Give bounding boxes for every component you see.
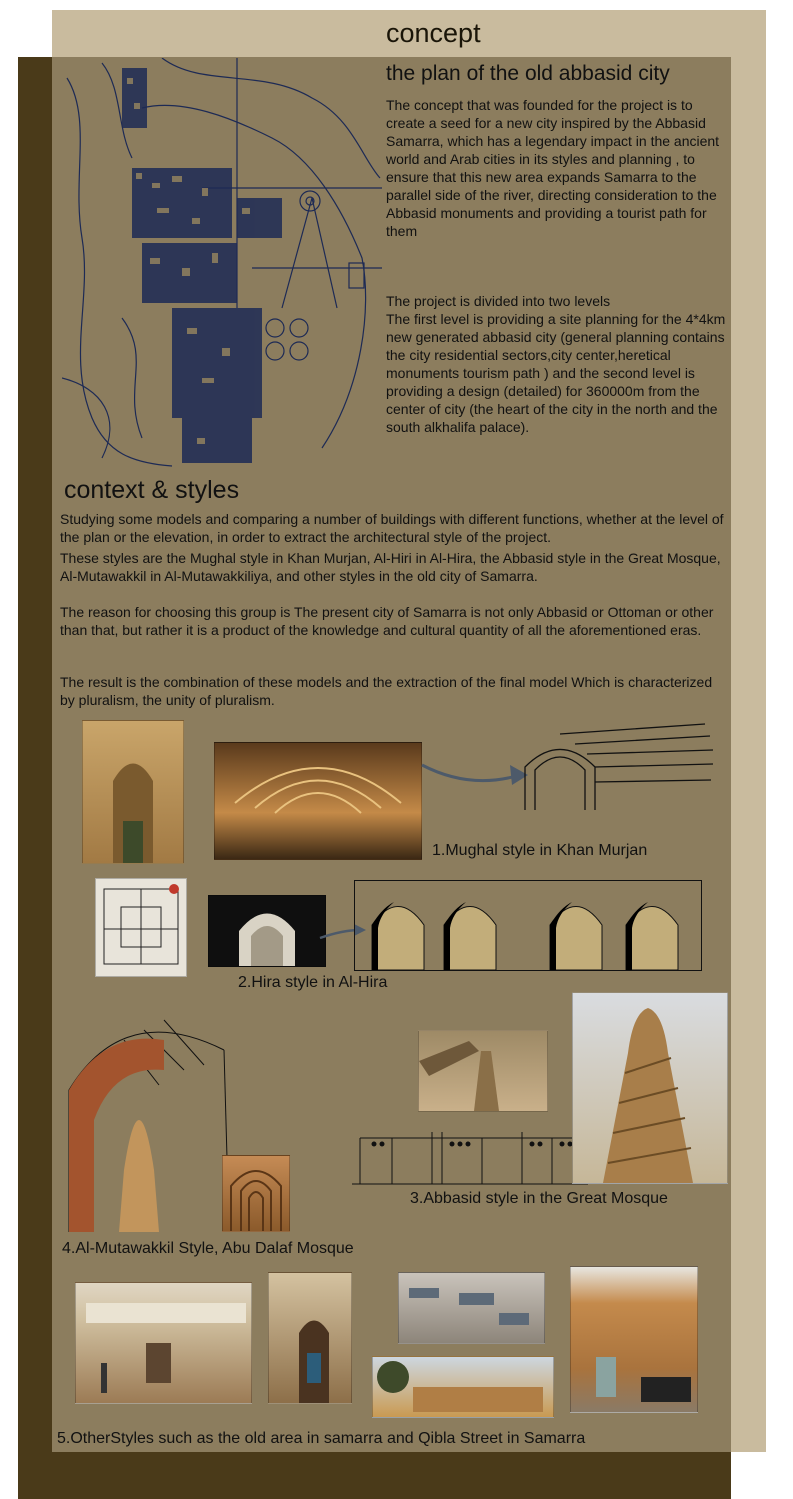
page-title: concept: [386, 18, 481, 48]
abu-dalaf-corridor-photo: [222, 1155, 290, 1232]
khan-murjan-interior-photo: [214, 742, 422, 860]
qibla-street-wall-photo: [570, 1266, 698, 1413]
hira-plan-drawing: [95, 878, 187, 977]
old-alley-doorway-photo: [268, 1272, 352, 1404]
arrow-icon: [420, 755, 530, 795]
hira-arch-elevation: [354, 880, 702, 972]
style-1-caption: 1.Mughal style in Khan Murjan: [432, 842, 648, 859]
hira-arch-photo: [208, 895, 326, 967]
style-3-caption: 3.Abbasid style in the Great Mosque: [410, 1190, 668, 1207]
context-paragraph-2: The reason for choosing this group is The present city of Samarra is not only Abbasid or Ottoman or other than that, but rather it is a product of the knowledge and cultural quantity of all the aforementioned eras.: [60, 604, 714, 638]
great-mosque-elevation: [352, 1130, 588, 1185]
style-2-caption: 2.Hira style in Al-Hira: [238, 974, 388, 991]
abbasid-city-map: [62, 58, 382, 468]
style-5-caption: 5.OtherStyles such as the old area in samarra and Qibla Street in Samarra: [57, 1430, 586, 1447]
plan-paragraph-1: The concept that was founded for the project is to create a seed for a new city inspired by the Abbasid Samarra, which has a legendary impact in the ancient world and Arab cities in its styles and planning , to ensure that this new area expands Samarra to the parallel side of the river, directing consideration to the Abbasid monuments and providing a tourist path for them: [386, 97, 720, 239]
qibla-street-row-photo: [372, 1356, 554, 1418]
mughal-arch-drawing: [515, 722, 715, 812]
context-paragraph-3: The result is the combination of these models and the extraction of the final model Which is characterized by pluralism, the unity of pluralism.: [60, 674, 713, 708]
context-paragraph-1: Studying some models and comparing a number of buildings with different functions, whether at the level of the plan or the elevation, in order to extract the architectural style of the project.: [60, 511, 724, 545]
plan-heading: the plan of the old abbasid city: [386, 62, 670, 85]
malwiya-minaret-photo: [572, 992, 728, 1184]
context-paragraph-1b: These styles are the Mughal style in Khan Murjan, Al-Hiri in Al-Hira, the Abbasid style in the Great Mosque, Al-Mutawakkil in Al-Mutawakkiliya, and other styles in the old city of Samarra.: [60, 550, 721, 584]
khan-murjan-portal-photo: [82, 720, 184, 864]
plan-paragraph-2: The first level is providing a site planning for the 4*4km new generated abbasid city (general planning contains the city residential sectors,city center,heretical monuments tourism path ) and the second level is providing a design (detailed) for 360000m from the center of city (the heart of the city in the north and the south alkhalifa palace).: [386, 311, 726, 435]
great-mosque-model-photo: [418, 1030, 548, 1112]
plan-paragraph-2-intro: The project is divided into two levels: [386, 293, 611, 309]
mutawakkil-arch-sketch: [64, 1010, 234, 1235]
qibla-street-buildings-photo: [398, 1272, 545, 1344]
old-samarra-street-photo: [75, 1282, 252, 1404]
context-heading: context & styles: [64, 476, 240, 504]
style-4-caption: 4.Al-Mutawakkil Style, Abu Dalaf Mosque: [62, 1240, 354, 1257]
